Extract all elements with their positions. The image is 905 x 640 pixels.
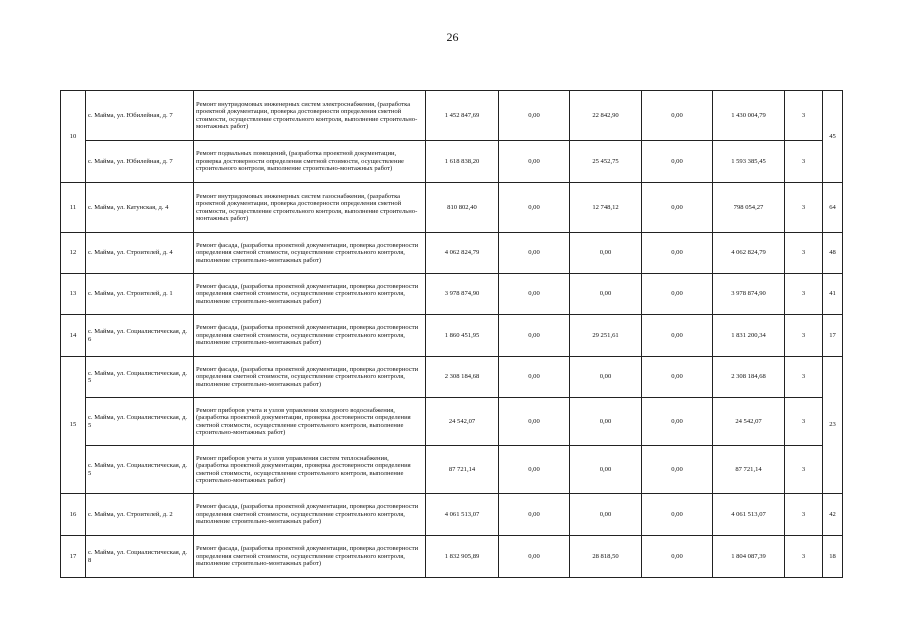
table-row: [61, 274, 843, 315]
row-number-cell: 16: [61, 494, 86, 536]
work-description-cell: Ремонт фасада, (разработка проектной документации, проверка достоверности определения сметной стоимости, осуществление строительного контроля, выполнение строительно-монтажных работ): [194, 233, 426, 274]
table-row: [61, 494, 843, 536]
owners-funds-cell: 2 308 184,68: [713, 357, 785, 398]
owners-funds-cell: 3 978 874,90: [713, 274, 785, 315]
fund-cell: 0,00: [499, 446, 570, 494]
other-source-cell: 0,00: [642, 357, 713, 398]
other-source-cell: 0,00: [642, 91, 713, 141]
budget-cell: 0,00: [570, 494, 642, 536]
total-cost-cell: 1 452 847,69: [426, 91, 499, 141]
work-description-cell: Ремонт подвальных помещений, (разработка проектной документации, проверка достоверности определения сметной стоимости, осуществление строительного контроля, выполнение строительно-монтажных работ): [194, 141, 426, 183]
capital-repair-table: [60, 90, 843, 578]
budget-cell: 25 452,75: [570, 141, 642, 183]
row-number-cell: 14: [61, 315, 86, 357]
budget-cell: 0,00: [570, 446, 642, 494]
last-column-cell: 18: [823, 536, 843, 578]
last-column-cell: 48: [823, 233, 843, 274]
other-source-cell: 0,00: [642, 183, 713, 233]
last-column-cell: 17: [823, 315, 843, 357]
work-description-cell: Ремонт приборов учета и узлов управления систем теплоснабжения, (разработка проектной документации, проверка достоверности определения сметной стоимости, осуществление строительного контроля, выполнение строительно-монтажных работ): [194, 446, 426, 494]
work-description-cell: Ремонт внутридомовых инженерных систем газоснабжения, (разработка проектной документации, проверка достоверности определения сметной стоимости, осуществление строительного контроля, выполнение строительно-монтажных работ): [194, 183, 426, 233]
period-cell: 3: [785, 536, 823, 578]
total-cost-cell: 1 618 838,20: [426, 141, 499, 183]
period-cell: 3: [785, 141, 823, 183]
table-row: [61, 315, 843, 357]
fund-cell: 0,00: [499, 183, 570, 233]
other-source-cell: 0,00: [642, 398, 713, 446]
fund-cell: 0,00: [499, 315, 570, 357]
owners-funds-cell: 1 804 087,39: [713, 536, 785, 578]
table-row: [61, 233, 843, 274]
address-cell: с. Майма, ул. Юбилейная, д. 7: [86, 91, 194, 141]
period-cell: 3: [785, 183, 823, 233]
owners-funds-cell: 4 062 824,79: [713, 233, 785, 274]
other-source-cell: 0,00: [642, 315, 713, 357]
fund-cell: 0,00: [499, 398, 570, 446]
address-cell: с. Майма, ул. Социалистическая, д. 5: [86, 398, 194, 446]
table-row: [61, 398, 843, 446]
fund-cell: 0,00: [499, 233, 570, 274]
row-number-cell: 17: [61, 536, 86, 578]
total-cost-cell: 4 061 513,07: [426, 494, 499, 536]
total-cost-cell: 87 721,14: [426, 446, 499, 494]
work-description-cell: Ремонт фасада, (разработка проектной документации, проверка достоверности определения сметной стоимости, осуществление строительного контроля, выполнение строительно-монтажных работ): [194, 494, 426, 536]
fund-cell: 0,00: [499, 357, 570, 398]
address-cell: с. Майма, ул. Социалистическая, д. 8: [86, 536, 194, 578]
total-cost-cell: 810 802,40: [426, 183, 499, 233]
page-number: 26: [446, 30, 459, 44]
address-cell: с. Майма, ул. Строителей, д. 4: [86, 233, 194, 274]
work-description-cell: Ремонт фасада, (разработка проектной документации, проверка достоверности определения сметной стоимости, осуществление строительного контроля, выполнение строительно-монтажных работ): [194, 536, 426, 578]
work-description-cell: Ремонт приборов учета и узлов управления холодного водоснабжения, (разработка проектной документации, проверка достоверности определения сметной стоимости, осуществление строительного контроля, выполнение строительно-монтажных работ): [194, 398, 426, 446]
other-source-cell: 0,00: [642, 494, 713, 536]
period-cell: 3: [785, 398, 823, 446]
row-number-cell: 11: [61, 183, 86, 233]
other-source-cell: 0,00: [642, 536, 713, 578]
address-cell: с. Майма, ул. Катунская, д. 4: [86, 183, 194, 233]
fund-cell: 0,00: [499, 536, 570, 578]
fund-cell: 0,00: [499, 91, 570, 141]
fund-cell: 0,00: [499, 141, 570, 183]
last-column-cell: 23: [823, 357, 843, 494]
total-cost-cell: 1 860 451,95: [426, 315, 499, 357]
row-number-cell: 12: [61, 233, 86, 274]
budget-cell: 0,00: [570, 357, 642, 398]
table-row: [61, 183, 843, 233]
total-cost-cell: 1 832 905,89: [426, 536, 499, 578]
work-description-cell: Ремонт фасада, (разработка проектной документации, проверка достоверности определения сметной стоимости, осуществление строительного контроля, выполнение строительно-монтажных работ): [194, 357, 426, 398]
last-column-cell: 45: [823, 91, 843, 183]
work-description-cell: Ремонт внутридомовых инженерных систем электроснабжения, (разработка проектной документации, проверка достоверности определения сметной стоимости, осуществление строительного контроля, выполнение строительно-монтажных работ): [194, 91, 426, 141]
other-source-cell: 0,00: [642, 233, 713, 274]
address-cell: с. Майма, ул. Социалистическая, д. 6: [86, 315, 194, 357]
budget-cell: 29 251,61: [570, 315, 642, 357]
budget-cell: 0,00: [570, 274, 642, 315]
period-cell: 3: [785, 357, 823, 398]
other-source-cell: 0,00: [642, 274, 713, 315]
other-source-cell: 0,00: [642, 141, 713, 183]
budget-cell: 0,00: [570, 398, 642, 446]
address-cell: с. Майма, ул. Строителей, д. 2: [86, 494, 194, 536]
period-cell: 3: [785, 274, 823, 315]
total-cost-cell: 3 978 874,90: [426, 274, 499, 315]
table-row: [61, 141, 843, 183]
total-cost-cell: 24 542,07: [426, 398, 499, 446]
budget-cell: 28 818,50: [570, 536, 642, 578]
fund-cell: 0,00: [499, 494, 570, 536]
table-row: [61, 536, 843, 578]
last-column-cell: 42: [823, 494, 843, 536]
table-row: [61, 357, 843, 398]
row-number-cell: 15: [61, 357, 86, 494]
other-source-cell: 0,00: [642, 446, 713, 494]
owners-funds-cell: 87 721,14: [713, 446, 785, 494]
owners-funds-cell: 1 430 004,79: [713, 91, 785, 141]
table-row: [61, 91, 843, 141]
fund-cell: 0,00: [499, 274, 570, 315]
period-cell: 3: [785, 494, 823, 536]
address-cell: с. Майма, ул. Юбилейная, д. 7: [86, 141, 194, 183]
address-cell: с. Майма, ул. Социалистическая, д. 5: [86, 357, 194, 398]
owners-funds-cell: 1 593 385,45: [713, 141, 785, 183]
row-number-cell: 13: [61, 274, 86, 315]
last-column-cell: 64: [823, 183, 843, 233]
address-cell: с. Майма, ул. Социалистическая, д. 5: [86, 446, 194, 494]
period-cell: 3: [785, 446, 823, 494]
owners-funds-cell: 1 831 200,34: [713, 315, 785, 357]
budget-cell: 12 748,12: [570, 183, 642, 233]
budget-cell: 0,00: [570, 233, 642, 274]
period-cell: 3: [785, 315, 823, 357]
total-cost-cell: 4 062 824,79: [426, 233, 499, 274]
total-cost-cell: 2 308 184,68: [426, 357, 499, 398]
budget-cell: 22 842,90: [570, 91, 642, 141]
address-cell: с. Майма, ул. Строителей, д. 1: [86, 274, 194, 315]
period-cell: 3: [785, 233, 823, 274]
row-number-cell: 10: [61, 91, 86, 183]
table-row: [61, 446, 843, 494]
owners-funds-cell: 24 542,07: [713, 398, 785, 446]
last-column-cell: 41: [823, 274, 843, 315]
work-description-cell: Ремонт фасада, (разработка проектной документации, проверка достоверности определения сметной стоимости, осуществление строительного контроля, выполнение строительно-монтажных работ): [194, 274, 426, 315]
owners-funds-cell: 4 061 513,07: [713, 494, 785, 536]
period-cell: 3: [785, 91, 823, 141]
work-description-cell: Ремонт фасада, (разработка проектной документации, проверка достоверности определения сметной стоимости, осуществление строительного контроля, выполнение строительно-монтажных работ): [194, 315, 426, 357]
owners-funds-cell: 798 054,27: [713, 183, 785, 233]
